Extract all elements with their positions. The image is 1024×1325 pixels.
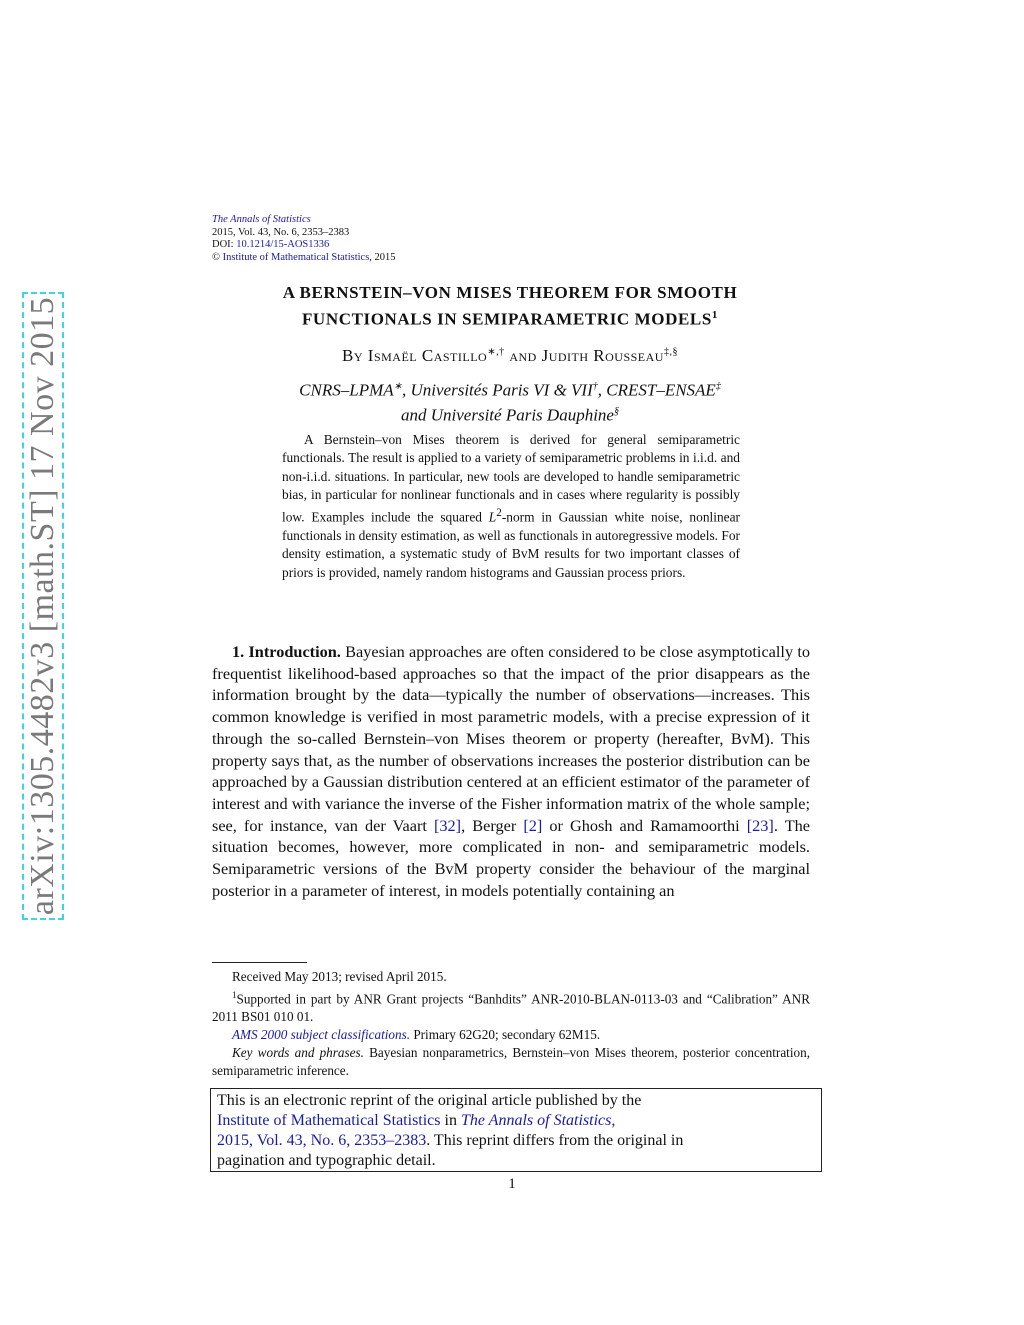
- abstract-text: A Bernstein–von Mises theorem is derived for general semiparametric functionals. The result is applied to a variety of semiparametric problems in i.i.d. and non-i.i.d. situations. In particular, new tools are developed to handle semiparametric bias, in particular for nonlinear functionals and in cases where regularity is possibly low. Examples include the squared: [282, 432, 740, 525]
- affiliation-crest: , CREST–ENSAE: [597, 380, 716, 400]
- intro-text: Bayesian approaches are often considered to be close asymptotically to frequentist likelihood-based approaches so that the impact of the prior disappears as the information brought by the data—typically the number of observations—increases. This common knowledge is verified in most parametric models, with a precise expression of it through the so-called Bernstein–von Mises theorem or property (hereafter, BvM). This property says that, as the number of observations increases the posterior distribution can be approached by a Gaussian distribution centered at an efficient estimator of the parameter of interest and with variance the inverse of the Fisher information matrix of the whole sample; see, for instance, van der Vaart: [212, 642, 810, 835]
- and-word: and: [509, 346, 537, 365]
- publisher-link[interactable]: Institute of Mathematical Statistics: [222, 251, 370, 263]
- intro-text: . The situation becomes, however, more complicated in non- and semiparametric models. Semiparametric versions of the BvM property consider the behaviour of the marginal posterior in a parameter of interest, in models potentially containing an: [212, 815, 811, 900]
- affiliation-paris: , Universités Paris VI & VII: [402, 380, 593, 400]
- author-2: Judith Rousseau: [541, 346, 664, 365]
- copyright-year: , 2015: [369, 251, 396, 263]
- reprint-in: in: [440, 1112, 461, 1129]
- citation-link-32[interactable]: [32]: [433, 815, 462, 835]
- doi-label: DOI:: [212, 239, 234, 250]
- author-byline: [210, 346, 810, 366]
- affiliation-mark: †: [592, 381, 598, 392]
- ams-classification-link[interactable]: AMS 2000 subject classifications.: [232, 1027, 411, 1043]
- section-heading: 1. Introduction.: [232, 642, 341, 661]
- abstract: [282, 431, 740, 582]
- footnotes: [212, 968, 810, 1080]
- reprint-text: . This reprint differs from the original in: [426, 1132, 684, 1149]
- affiliation-cnrs: CNRS–LPMA: [299, 380, 394, 400]
- copyright-symbol: ©: [212, 251, 220, 263]
- footnote-mark: 1: [232, 990, 237, 1000]
- citation-link-23[interactable]: [23]: [746, 815, 774, 835]
- volume-line: 2015, Vol. 43, No. 6, 2353–2383: [212, 226, 350, 238]
- ams-text: Primary 62G20; secondary 62M15.: [410, 1027, 601, 1043]
- reprint-journal-link[interactable]: The Annals of Statistics: [460, 1112, 612, 1129]
- arxiv-sidebar-stamp[interactable]: [22, 292, 64, 920]
- abstract-math-symbol: L: [488, 509, 497, 525]
- footnote-rule: [212, 962, 307, 963]
- title-line-2: FUNCTIONALS IN SEMIPARAMETRIC MODELS: [301, 309, 712, 329]
- paper-title: [210, 282, 810, 331]
- reprint-line: pagination and typographic detail.: [217, 1152, 436, 1169]
- affiliations: [210, 376, 810, 425]
- journal-header: [212, 214, 396, 264]
- received-note: Received May 2013; revised April 2015.: [232, 969, 447, 984]
- reprint-notice-box: [210, 1088, 822, 1172]
- abstract-superscript: 2: [496, 507, 502, 520]
- support-text: Supported in part by ANR Grant projects “Banhdits” ANR-2010-BLAN-0113-03 and “Calibration” ANR 2011 BS01 010 01.: [212, 991, 810, 1025]
- intro-text: or Ghosh and Ramamoorthi: [542, 815, 747, 835]
- citation-link-2[interactable]: [2]: [523, 815, 543, 835]
- journal-name-link[interactable]: The Annals of Statistics: [212, 214, 311, 225]
- reprint-publisher-link[interactable]: Institute of Mathematical Statistics: [217, 1112, 441, 1129]
- keywords-label: Key words and phrases.: [232, 1045, 364, 1061]
- reprint-line: This is an electronic reprint of the original article published by the: [217, 1092, 642, 1109]
- author-1-marks: ∗,†: [487, 346, 505, 358]
- page-number: 1: [508, 1176, 516, 1192]
- keywords-text: Bayesian nonparametrics, Bernstein–von Mises theorem, posterior concentration, semiparametric inference.: [212, 1045, 810, 1079]
- reprint-citation-link[interactable]: 2015, Vol. 43, No. 6, 2353–2383: [217, 1132, 427, 1149]
- support-note: [212, 986, 810, 1026]
- introduction-section: [212, 641, 810, 901]
- keywords: [212, 1044, 810, 1080]
- author-2-marks: ‡,§: [663, 346, 678, 358]
- affiliation-mark: ‡: [715, 381, 721, 392]
- affiliation-mark: §: [613, 405, 619, 417]
- doi-link[interactable]: 10.1214/15-AOS1336: [236, 239, 330, 250]
- title-line-1: A BERNSTEIN–VON MISES THEOREM FOR SMOOTH: [282, 283, 738, 302]
- by-word: By: [342, 346, 364, 365]
- abstract-text: -norm in Gaussian white noise, nonlinear functionals in density estimation, as well as functionals in autoregressive models. For density estimation, a systematic study of BvM results for two important classes of priors is provided, namely random histograms and Gaussian process priors.: [282, 509, 740, 580]
- arxiv-identifier[interactable]: arXiv:1305.4482v3 [math.ST] 17 Nov 2015: [24, 296, 61, 916]
- intro-text: , Berger: [461, 815, 524, 835]
- reprint-comma: ,: [611, 1112, 616, 1129]
- author-1: Ismaël Castillo: [367, 346, 488, 365]
- title-footnote-mark[interactable]: 1: [711, 309, 719, 321]
- affiliation-dauphine: and Université Paris Dauphine: [401, 405, 614, 425]
- affiliation-mark: ∗: [393, 381, 403, 392]
- ams-classification: [212, 1026, 810, 1044]
